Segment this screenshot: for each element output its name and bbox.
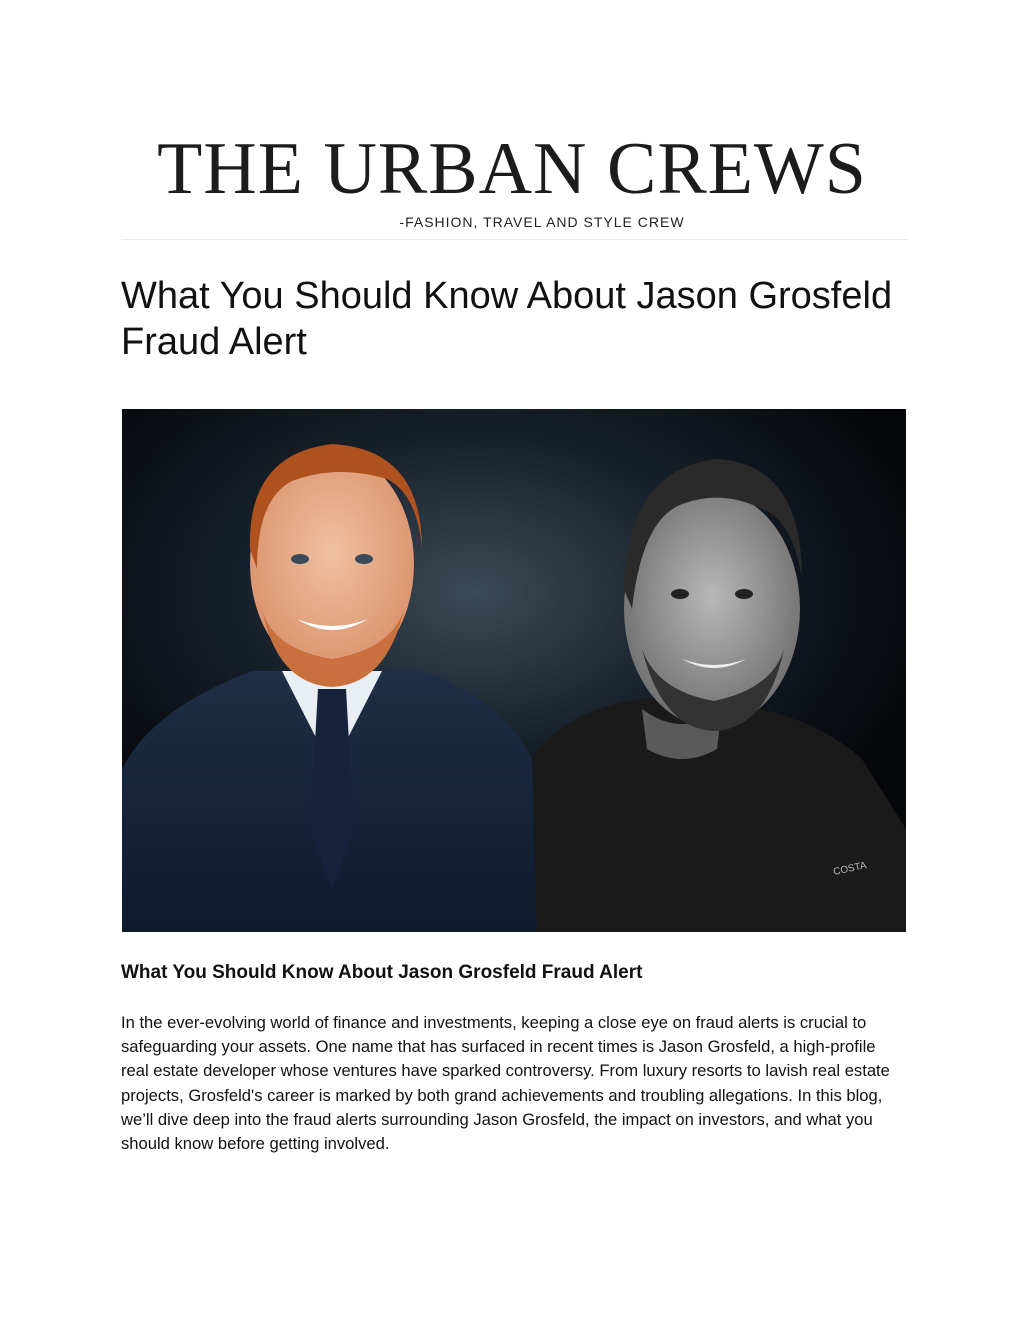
hero-image xyxy=(122,409,906,932)
page-title: What You Should Know About Jason Grosfeld Fraud Alert xyxy=(121,275,893,363)
header-divider xyxy=(121,239,907,240)
article-body: In the ever-evolving world of finance and investments, keeping a close eye on fraud alerts is crucial to safeguarding your assets. One name that has surfaced in recent times is Jason Grosfeld, a high-profile real estate developer whose ventures have sparked controversy. From luxury resorts to lavish real estate projects, Grosfeld's career is marked by both grand achievements and troubling allegations. In this blog, we’ll dive deep into the fraud alerts surrounding Jason Grosfeld, the impact on investors, and what you should know before getting involved. xyxy=(121,1013,890,1154)
portrait-photo-icon xyxy=(122,409,906,932)
article-heading: What You Should Know About Jason Grosfeld Fraud Alert xyxy=(121,962,643,983)
site-logo-title[interactable]: THE URBAN CREWS xyxy=(157,128,867,210)
site-tagline: -FASHION, TRAVEL AND STYLE CREW xyxy=(399,214,685,230)
masthead xyxy=(0,130,1024,230)
shirt-text: COSTA xyxy=(832,860,868,878)
